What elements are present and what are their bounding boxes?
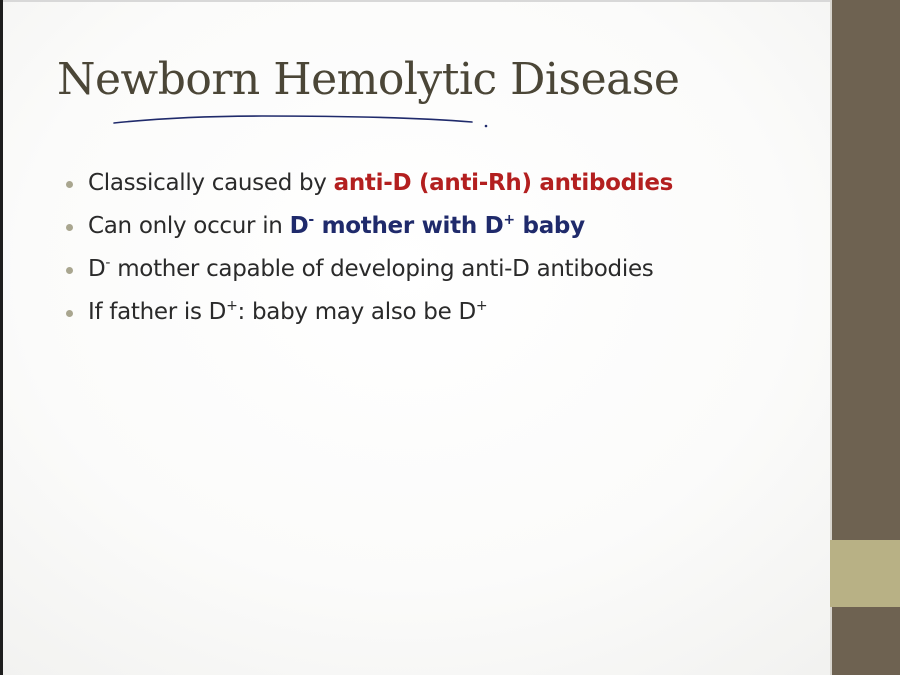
highlight-antibodies: anti-D (anti-Rh) antibodies: [333, 170, 674, 196]
slide-theme-accent-block: [830, 540, 900, 607]
superscript-minus: -: [105, 255, 111, 271]
bullet-text: D: [88, 256, 106, 282]
bullet-item-occurrence: [64, 209, 804, 252]
bullet-text: mother capable of developing anti-D antibodies: [110, 256, 654, 282]
bullet-text: : baby may also be D: [237, 299, 476, 325]
bullet-list: [64, 166, 804, 338]
highlight-d-negative: D: [289, 213, 309, 239]
bullet-dot-icon: [66, 224, 73, 231]
superscript-plus: +: [475, 298, 488, 314]
bullet-item-father: [64, 295, 804, 338]
slide-title: Newborn Hemolytic Disease: [57, 54, 680, 105]
bullet-dot-icon: [66, 181, 73, 188]
window-left-edge: [0, 0, 3, 675]
superscript-plus: +: [503, 212, 515, 228]
bullet-dot-icon: [66, 310, 73, 317]
pen-underline-annotation: [112, 110, 492, 132]
bullet-text: Can only occur in: [88, 213, 290, 239]
highlight-mother-with-d: mother with D: [313, 213, 504, 239]
window-top-edge: [0, 0, 900, 2]
superscript-plus: +: [226, 298, 238, 314]
bullet-text: Classically caused by: [88, 170, 334, 196]
bullet-item-mother: [64, 252, 804, 295]
highlight-baby: baby: [514, 213, 585, 239]
bullet-item-cause: [64, 166, 804, 209]
bullet-text: If father is D: [88, 299, 227, 325]
bullet-dot-icon: [66, 267, 73, 274]
superscript-minus: -: [308, 212, 314, 228]
